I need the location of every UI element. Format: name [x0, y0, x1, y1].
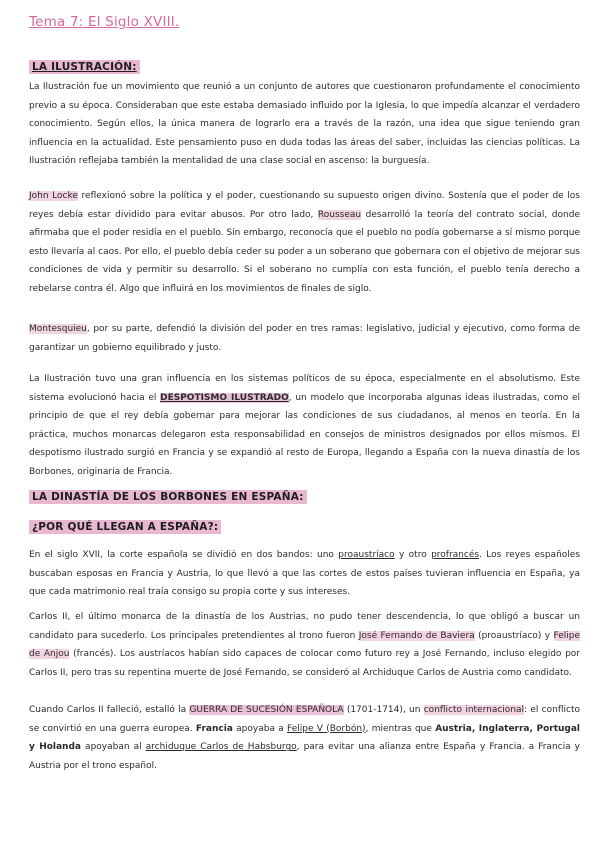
- text-span: Carlos II, el último monarca de la dinastía de los Austrias, no pudo tener descendencia, lo que obligó a buscar un candidato para sucederlo. Los principales pretendientes al trono fueron: [29, 612, 580, 641]
- text-span: , mientras que: [365, 723, 436, 734]
- text-span: reflexionó sobre la política y el poder, cuestionando su supuesto origen divino. Sostenía que el poder de los reyes debía estar dividido para evitar abusos. Por otro lado,: [29, 191, 580, 220]
- underline-profrances: profrancés: [431, 550, 480, 560]
- text-span: , un modelo que incorporaba algunas ideas ilustradas, como el principio de que el rey debía gobernar para mejorar las condiciones de sus ciudadanos, al menos en teoría. En la práctica, muchos monarcas delegaron esta responsabilidad en consejos de ministros designados por ellos mismos. El despotismo ilustrado surgió en Francia y se expandió al resto de Europa, llegando a España con la nueva dinastía de los Borbones, originaria de Francia.: [29, 392, 580, 477]
- section-heading-borbones: LA DINASTÍA DE LOS BORBONES EN ESPAÑA:: [29, 490, 307, 504]
- highlight-montesquieu: Montesquieu: [29, 324, 87, 334]
- text-span: (proaustríaco) y: [474, 630, 554, 641]
- paragraph-guerra-sucesion: [29, 701, 580, 775]
- underline-felipe-v: Felipe V (Borbón): [287, 723, 366, 734]
- paragraph-despotismo: [29, 370, 580, 482]
- underline-archiduque-carlos: archiduque Carlos de Habsburgo: [145, 742, 297, 753]
- paragraph-montesquieu: [29, 320, 580, 357]
- text-span: En el siglo XVII, la corte española se dividió en dos bandos: uno: [29, 550, 339, 560]
- paragraph-carlos-ii: [29, 608, 580, 682]
- bold-aliados: Austria, Inglaterra, Portugal y Holanda: [29, 723, 581, 753]
- text-span: , por su parte, defendió la división del poder en tres ramas: legislativo, judicial y ejecutivo, como forma de garantizar un gobierno equilibrado y justo.: [29, 324, 580, 353]
- highlight-felipe-anjou: Felipe de Anjou: [29, 630, 580, 660]
- highlight-john-locke: John Locke: [29, 191, 78, 201]
- subheading-por-que-llegan: ¿POR QUÉ LLEGAN A ESPAÑA?:: [29, 520, 221, 534]
- page-title: Tema 7: El Siglo XVIII.: [29, 14, 180, 30]
- section-heading-ilustracion: LA ILUSTRACIÓN:: [29, 60, 140, 74]
- text-span: Cuando Carlos II falleció, estalló la: [29, 705, 190, 715]
- text-span: , para evitar una alianza entre España y Francia. a Francia y Austria por el trono español.: [29, 742, 580, 771]
- text-span: apoyaba a: [232, 723, 288, 734]
- text-span: La Ilustración tuvo una gran influencia en los sistemas políticos de su época, especialmente en el absolutismo. Este sistema evolucionó hacia el: [29, 374, 580, 403]
- paragraph-locke-rousseau: [29, 187, 580, 299]
- highlight-rousseau: Rousseau: [317, 209, 362, 220]
- text-span: : el conflicto se convirtió en una guerra europea.: [29, 705, 580, 734]
- text-span: apoyaban al: [81, 742, 146, 753]
- bold-francia: Francia: [195, 723, 233, 734]
- text-span: . Los reyes españoles buscaban esposas en Francia y Austria, lo que llevó a que las cortes de estos países tuvieran influencia en España, ya que cada matrimonio real traía consigo su propia corte y sus intereses.: [29, 550, 581, 598]
- paragraph-ilustracion-intro: La Ilustración fue un movimiento que reunió a un conjunto de autores que cuestionaron profundamente el conocimiento previo a su época. Consideraban que este estaba demasiado influido por la Iglesia, lo que impedía alcanzar el verdadero conocimiento. Según ellos, la única manera de lograrlo era a través de la razón, una idea que sigue teniendo gran influencia en la actualidad. Este pensamiento puso en duda todas las áreas del saber, incluidas las ciencias políticas. La Ilustración reflejaba también la mentalidad de una clase social en ascenso: la burguesía.: [29, 82, 580, 167]
- text-span: desarrolló la teoría del contrato social, donde afirmaba que el poder residía en el pueblo. Sin embargo, reconocía que el pueblo no podía gobernarse a sí mismo porque esto llevaría al caos. Por ello, el pueblo debía ceder su poder a un soberano que gobernara con el objetivo de mejorar sus condiciones de vida y permitir su desarrollo. Si el soberano no cumplía con esta función, el pueblo tenía derecho a rebelarse contra él. Algo que influirá en los movimientos de finales de siglo.: [29, 209, 580, 294]
- underline-proaustriaco: proaustríaco: [338, 550, 395, 560]
- text-span: y otro: [394, 550, 432, 560]
- highlight-despotismo-ilustrado: DESPOTISMO ILUSTRADO: [160, 392, 289, 403]
- highlight-jose-fernando: José Fernando de Baviera: [358, 630, 475, 641]
- paragraph-bandos: [29, 546, 580, 602]
- highlight-guerra-sucesion: GUERRA DE SUCESIÓN ESPAÑOLA: [189, 705, 344, 715]
- text-span: (francés). Los austríacos habían sido capaces de colocar como futuro rey a José Fernando, incluso elegido por Carlos II, pero tras su repentina muerte de José Fernando, se consideró al Archiduque Carlos de Austria como candidato.: [29, 649, 580, 678]
- text-span: (1701-1714), un: [343, 705, 424, 715]
- highlight-conflicto-internacional: conflicto internacional: [423, 705, 525, 715]
